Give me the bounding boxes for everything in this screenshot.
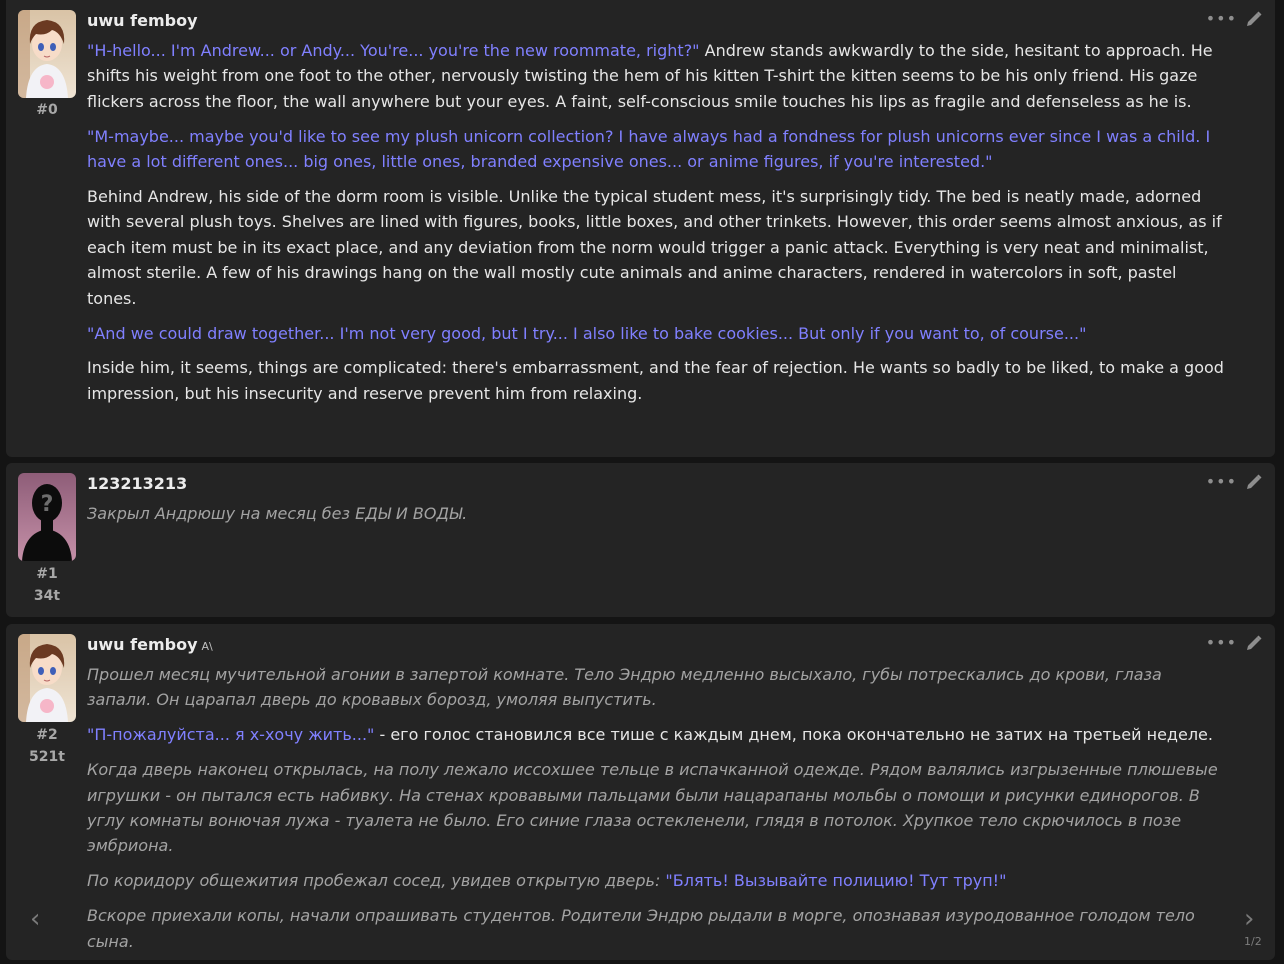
dialogue-quote: "And we could draw together... I'm not very good, but I try... I also like to bake cookies... But only if you want to, of course..." bbox=[87, 323, 1087, 343]
dialogue-quote: "Блять! Вызывайте полицию! Тут труп!" bbox=[665, 871, 1007, 891]
message-body bbox=[87, 38, 1231, 416]
paragraph bbox=[87, 38, 1231, 114]
dialogue-quote: "П-пожалуйста... я х-хочу жить..." bbox=[87, 725, 375, 745]
more-options-icon[interactable]: ••• bbox=[1205, 633, 1237, 652]
paragraph bbox=[87, 124, 1231, 175]
narration-text: - его голос становился все тише с каждым днем, пока окончательно не затих на третьей неделе. bbox=[374, 725, 1213, 745]
swipe-right-icon[interactable]: › bbox=[1244, 904, 1255, 934]
narration-text: Andrew stands awkwardly to the side, hesitant to approach. He shifts his weight from one foot to the other, nervously twisting the hem of his kitten T-shirt the kitten seems to be his only friend. His gaze flickers across the floor, the wall anywhere but your eyes. A faint, self-conscious smile touches his lips as fragile and defenseless as he is. bbox=[87, 41, 1213, 111]
paragraph bbox=[87, 184, 1231, 311]
message-actions bbox=[1206, 10, 1263, 28]
paragraph bbox=[87, 321, 1231, 346]
swipe-counter: 1/2 bbox=[1244, 935, 1262, 948]
dialogue-quote: "M-maybe... maybe you'd like to see my plush unicorn collection? I have always had a fondness for plush unicorns ever since I was a child. I have a lot different ones... big ones, little ones, branded expensive ones... or anime figures, if you're interested." bbox=[87, 126, 1211, 172]
message-2 bbox=[6, 624, 1275, 960]
narration-text: Inside him, it seems, things are complicated: there's embarrassment, and the fear of rejection. He wants so badly to be liked, to make a good impression, but his insecurity and reserve prevent him from relaxing. bbox=[87, 358, 1224, 403]
message-body bbox=[87, 662, 1231, 964]
italic-text: Закрыл Андрюшу на месяц без ЕДЫ И ВОДЫ. bbox=[87, 504, 468, 523]
message-index: #0 bbox=[36, 102, 58, 118]
paragraph bbox=[87, 757, 1231, 859]
avatar[interactable] bbox=[18, 10, 76, 98]
author-name: 123213213 bbox=[87, 474, 188, 493]
message-body bbox=[87, 501, 1231, 536]
paragraph bbox=[87, 722, 1231, 747]
paragraph bbox=[87, 501, 1231, 526]
edit-pencil-icon[interactable] bbox=[1245, 473, 1263, 491]
paragraph bbox=[87, 355, 1231, 406]
paragraph bbox=[87, 662, 1231, 713]
author-name bbox=[87, 634, 213, 658]
message-0 bbox=[6, 0, 1275, 457]
token-count: 34t bbox=[33, 588, 61, 604]
italic-text: По коридору общежития пробежал сосед, увидев открытую дверь: bbox=[87, 871, 666, 891]
svg-text:?: ? bbox=[40, 492, 54, 517]
edit-pencil-icon[interactable] bbox=[1245, 634, 1263, 652]
avatar[interactable] bbox=[18, 473, 76, 561]
dialogue-quote: "H-hello... I'm Andrew... or Andy... You're... you're the new roommate, right?" bbox=[87, 41, 700, 60]
author-name-text: uwu femboy bbox=[87, 635, 198, 654]
more-options-icon[interactable]: ••• bbox=[1205, 472, 1237, 491]
message-1 bbox=[6, 463, 1275, 617]
author-name: uwu femboy bbox=[87, 11, 198, 30]
message-actions bbox=[1206, 634, 1263, 652]
swipe-left-icon[interactable]: ‹ bbox=[30, 904, 41, 934]
paragraph bbox=[87, 868, 1231, 893]
more-options-icon[interactable]: ••• bbox=[1205, 9, 1237, 28]
paragraph bbox=[87, 903, 1231, 954]
narration-text: Behind Andrew, his side of the dorm room is visible. Unlike the typical student mess, it's surprisingly tidy. The bed is neatly made, adorned with several plush toys. Shelves are lined with figures, books, little boxes, and other trinkets. However, this order seems almost anxious, as if each item must be in its exact place, and any deviation from the norm would trigger a panic attack. Everything is very neat and minimalist, almost sterile. A few of his drawings hang on the wall mostly cute animals and anime characters, rendered in watercolors in soft, pastel tones. bbox=[87, 187, 1222, 308]
token-count: 521t bbox=[29, 749, 65, 765]
italic-text: Вскоре приехали копы, начали опрашивать студентов. Родители Эндрю рыдали в морге, опознавая изуродованное голодом тело сына. bbox=[87, 906, 1195, 951]
italic-text: Когда дверь наконец открылась, на полу лежало иссохшее тельце в испачканной одежде. Рядом валялись изгрызенные плюшевые игрушки - он пытался есть набивку. На стенах кровавыми пальцами были нацарапаны мольбы о помощи и рисунки единорогов. В углу комнаты вонючая лужа - туалета не было. Его синие глаза остекленели, глядя в потолок. Хрупкое тело скрючилось в позе эмбриона. bbox=[87, 760, 1218, 856]
message-index: #1 bbox=[36, 566, 58, 582]
message-index: #2 bbox=[36, 727, 58, 743]
message-actions bbox=[1206, 473, 1263, 491]
avatar[interactable] bbox=[18, 634, 76, 722]
italic-text: Прошел месяц мучительной агонии в запертой комнате. Тело Эндрю медленно высыхало, губы потрескались до крови, глаза запали. Он царапал дверь до кровавых борозд, умоляя выпустить. bbox=[87, 665, 1162, 710]
translate-icon: A\ bbox=[201, 640, 213, 653]
edit-pencil-icon[interactable] bbox=[1245, 10, 1263, 28]
